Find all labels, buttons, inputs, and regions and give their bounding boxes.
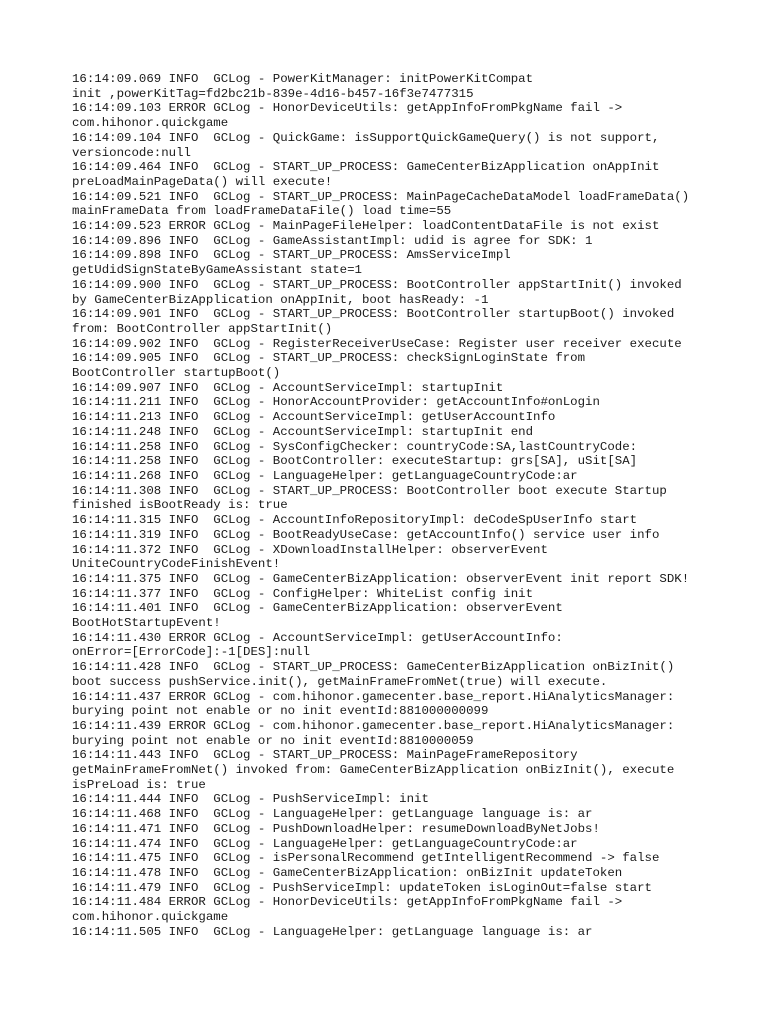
log-line: 16:14:11.258 INFO GCLog - SysConfigChecker: countryCode:SA,lastCountryCode: (72, 439, 638, 454)
log-line: 16:14:09.521 INFO GCLog - START_UP_PROCESS: MainPageCacheDataModel loadFrameData() (72, 189, 690, 204)
log-line: finished isBootReady is: true (72, 498, 288, 513)
log-line: 16:14:09.898 INFO GCLog - START_UP_PROCESS: AmsServiceImpl (72, 248, 511, 263)
log-line: 16:14:11.315 INFO GCLog - AccountInfoRepositoryImpl: deCodeSpUserInfo start (72, 513, 638, 528)
log-line: 16:14:09.896 INFO GCLog - GameAssistantImpl: udid is agree for SDK: 1 (72, 233, 593, 248)
log-line: com.hihonor.quickgame (72, 910, 229, 925)
log-line: 16:14:11.430 ERROR GCLog - AccountServiceImpl: getUserAccountInfo: (72, 630, 563, 645)
log-line: init ,powerKitTag=fd2bc21b-839e-4d16-b457-16f3e7477315 (72, 86, 474, 101)
log-line: 16:14:11.258 INFO GCLog - BootController: executeStartup: grs[SA], uSit[SA] (72, 454, 638, 469)
log-line: 16:14:09.069 INFO GCLog - PowerKitManager: initPowerKitCompat (72, 72, 534, 86)
log-line: 16:14:11.479 INFO GCLog - PushServiceImpl: updateToken isLoginOut=false start (72, 880, 652, 895)
log-line: from: BootController appStartInit() (72, 321, 333, 336)
log-line: preLoadMainPageData() will execute! (72, 174, 333, 189)
log-line: 16:14:09.523 ERROR GCLog - MainPageFileHelper: loadContentDataFile is not exist (72, 219, 660, 234)
log-line: 16:14:11.437 ERROR GCLog - com.hihonor.gamecenter.base_report.HiAnalyticsManager: (72, 689, 675, 704)
log-line: 16:14:11.443 INFO GCLog - START_UP_PROCESS: MainPageFrameRepository (72, 748, 578, 763)
log-line: 16:14:11.375 INFO GCLog - GameCenterBizApplication: observerEvent init report SDK! (72, 571, 690, 586)
log-line: 16:14:11.213 INFO GCLog - AccountServiceImpl: getUserAccountInfo (72, 410, 556, 425)
log-line: 16:14:11.475 INFO GCLog - isPersonalRecommend getIntelligentRecommend -> false (72, 851, 660, 866)
log-line: UniteCountryCodeFinishEvent! (72, 557, 281, 572)
log-line: 16:14:09.900 INFO GCLog - START_UP_PROCESS: BootController appStartInit() invoked (72, 277, 682, 292)
log-line: 16:14:09.464 INFO GCLog - START_UP_PROCESS: GameCenterBizApplication onAppInit (72, 160, 660, 175)
log-line: 16:14:09.104 INFO GCLog - QuickGame: isSupportQuickGameQuery() is not support, (72, 130, 660, 145)
log-line: by GameCenterBizApplication onAppInit, boot hasReady: -1 (72, 292, 489, 307)
log-line: 16:14:11.268 INFO GCLog - LanguageHelper: getLanguageCountryCode:ar (72, 468, 578, 483)
log-line: 16:14:11.478 INFO GCLog - GameCenterBizApplication: onBizInit updateToken (72, 865, 623, 880)
log-line: 16:14:11.308 INFO GCLog - START_UP_PROCESS: BootController boot execute Startup (72, 483, 667, 498)
log-line: 16:14:11.471 INFO GCLog - PushDownloadHelper: resumeDownloadByNetJobs! (72, 821, 600, 836)
log-line: 16:14:09.103 ERROR GCLog - HonorDeviceUtils: getAppInfoFromPkgName fail -> (72, 101, 623, 116)
log-line: isPreLoad is: true (72, 777, 206, 792)
log-line: onError=[ErrorCode]:-1[DES]:null (72, 645, 310, 660)
log-line: 16:14:09.902 INFO GCLog - RegisterReceiverUseCase: Register user receiver execute (72, 336, 682, 351)
log-line: 16:14:11.319 INFO GCLog - BootReadyUseCase: getAccountInfo() service user info (72, 527, 660, 542)
log-line: boot success pushService.init(), getMainFrameFromNet(true) will execute. (72, 674, 608, 689)
log-line: 16:14:11.248 INFO GCLog - AccountServiceImpl: startupInit end (72, 424, 534, 439)
log-text (72, 72, 712, 939)
log-line: 16:14:11.372 INFO GCLog - XDownloadInstallHelper: observerEvent (72, 542, 548, 557)
log-line: 16:14:11.439 ERROR GCLog - com.hihonor.gamecenter.base_report.HiAnalyticsManager: (72, 718, 675, 733)
log-line: getUdidSignStateByGameAssistant state=1 (72, 263, 362, 278)
log-line: BootController startupBoot() (72, 366, 281, 381)
log-line: com.hihonor.quickgame (72, 116, 229, 131)
log-line: 16:14:09.907 INFO GCLog - AccountServiceImpl: startupInit (72, 380, 504, 395)
log-line: 16:14:11.468 INFO GCLog - LanguageHelper: getLanguage language is: ar (72, 807, 593, 822)
log-line: 16:14:11.484 ERROR GCLog - HonorDeviceUtils: getAppInfoFromPkgName fail -> (72, 895, 623, 910)
log-line: getMainFrameFromNet() invoked from: GameCenterBizApplication onBizInit(), execute (72, 763, 675, 778)
log-line: mainFrameData from loadFrameDataFile() load time=55 (72, 204, 452, 219)
log-line: 16:14:11.401 INFO GCLog - GameCenterBizApplication: observerEvent (72, 601, 563, 616)
log-line: 16:14:11.505 INFO GCLog - LanguageHelper: getLanguage language is: ar (72, 924, 593, 939)
log-line: 16:14:11.474 INFO GCLog - LanguageHelper: getLanguageCountryCode:ar (72, 836, 578, 851)
log-line: burying point not enable or no init eventId:8810000059 (72, 733, 474, 748)
log-line: versioncode:null (72, 145, 191, 160)
log-line: BootHotStartupEvent! (72, 616, 221, 631)
log-line: 16:14:09.905 INFO GCLog - START_UP_PROCESS: checkSignLoginState from (72, 351, 586, 366)
log-line: 16:14:11.377 INFO GCLog - ConfigHelper: WhiteList config init (72, 586, 534, 601)
log-line: 16:14:11.444 INFO GCLog - PushServiceImpl: init (72, 792, 429, 807)
log-line: 16:14:09.901 INFO GCLog - START_UP_PROCESS: BootController startupBoot() invoked (72, 307, 675, 322)
log-line: burying point not enable or no init eventId:881000000099 (72, 704, 489, 719)
log-line: 16:14:11.211 INFO GCLog - HonorAccountProvider: getAccountInfo#onLogin (72, 395, 600, 410)
log-page (72, 72, 712, 939)
log-line: 16:14:11.428 INFO GCLog - START_UP_PROCESS: GameCenterBizApplication onBizInit() (72, 660, 675, 675)
